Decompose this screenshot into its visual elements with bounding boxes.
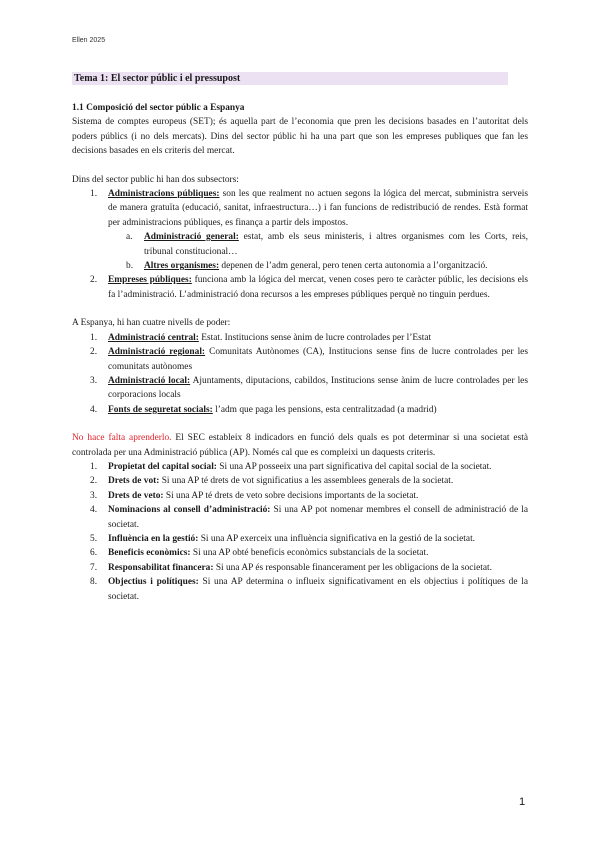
list-term: Altres organismes:	[144, 261, 220, 272]
levels-list	[72, 331, 528, 417]
list-marker: 2.	[90, 347, 98, 358]
list-marker: 1.	[90, 461, 98, 472]
list-marker: a.	[126, 232, 133, 243]
criterion-item	[90, 575, 528, 604]
list-term: Nominacions al consell d’administració:	[108, 505, 271, 516]
list-marker: 4.	[90, 404, 98, 415]
list-text: Comunitats Autònomes (CA), Institucions sense fins de lucre controlades per les comunitats autònomes	[108, 347, 528, 372]
list-text: Si una AP exerceix una influència significativa en la gestió de la societat.	[198, 533, 476, 544]
criterion-item	[90, 546, 528, 560]
list-term: Beneficis econòmics:	[108, 548, 191, 559]
list-text: l’adm que paga les pensions, esta centralitzadad (a madrid)	[212, 404, 437, 415]
level-item	[90, 403, 528, 417]
criterion-item	[90, 489, 528, 503]
sec-note: No hace falta aprenderlo.	[72, 433, 172, 444]
list-marker: 8.	[90, 577, 98, 588]
header-note: Ellen 2025	[72, 37, 106, 44]
list-term: Empreses públiques:	[108, 275, 192, 286]
subsector-subitem	[126, 259, 528, 273]
levels-intro: A Espanya, hi han cuatre nivells de poder:	[72, 318, 231, 329]
list-marker: 3.	[90, 375, 98, 386]
criterion-item	[90, 532, 528, 546]
list-term: Administració regional:	[108, 347, 206, 358]
list-text: Si una AP és responsable financerament per les obligacions de la societat.	[213, 562, 492, 573]
list-term: Administració general:	[144, 232, 239, 243]
list-term: Fonts de seguretat socials:	[108, 404, 213, 415]
list-text: Si una AP posseeix una part significativa del capital social de la societat.	[216, 461, 492, 472]
list-term: Responsabilitat financera:	[108, 562, 214, 573]
subsector-item	[90, 187, 529, 273]
page-number: 1	[519, 796, 526, 808]
list-text: Si una AP té drets de vot significatius a les assemblees generals de la societat.	[159, 476, 454, 487]
list-text: funciona amb la lógica del mercat, venen coses pero te caràcter públic, les decisions els fa l’administració. L’administració dona recursos a les empreses públiques perquè no tinguin perdues.	[108, 275, 528, 300]
list-text: estat, amb els seus ministeris, i altres organismes com les Corts, reis, tribunal constitucional…	[144, 232, 529, 257]
list-term: Influència en la gestió:	[108, 533, 199, 544]
subsector-subitem	[126, 230, 529, 259]
list-marker: 1.	[90, 189, 98, 200]
sec-paragraph	[72, 431, 528, 460]
level-item	[90, 374, 528, 403]
list-text: Si una AP determina o influeix significativament en els objectius i polítiques de la societat.	[108, 577, 528, 602]
subsectors-intro: Dins del sector public hi han dos subsectors:	[72, 174, 239, 185]
subsectors-list	[72, 187, 528, 302]
list-marker: 2.	[90, 275, 98, 286]
criteria-list	[72, 460, 528, 604]
page-title: Tema 1: El sector públic i el pressupost	[74, 73, 241, 84]
criterion-item	[90, 561, 528, 575]
list-term: Drets de vot:	[108, 476, 160, 487]
list-text: Estat. Institucions sense ànim de lucre controlades per l’Estat	[198, 332, 432, 343]
list-marker: 2.	[90, 476, 98, 487]
criterion-item	[90, 503, 528, 532]
list-marker: 6.	[90, 548, 98, 559]
section-heading: 1.1 Composició del sector públic a Espanya	[72, 103, 245, 113]
list-term: Administració local:	[108, 375, 191, 386]
list-term: Administracions públiques:	[108, 189, 220, 200]
list-text: son les que realment no actuen segons la lógica del mercat, subministra serveis de manera gratuïta (educació, sanitat, infraestructura…) i fan funcions de redistribució de rendes. Està format per administracions públiques, es finança a partir dels impostos.	[108, 189, 528, 228]
document-body	[72, 101, 528, 604]
list-term: Drets de veto:	[108, 490, 164, 501]
list-term: Propietat del capital social:	[108, 461, 217, 472]
level-item	[90, 345, 528, 374]
criterion-item	[90, 460, 528, 474]
list-marker: 4.	[90, 505, 98, 516]
intro-paragraph: Sistema de comptes europeus (SET); és aquella part de l’economia que pren les decisions basades en l’autoritat dels poders públics (i no dels mercats). Dins del sector públic hi ha una part que son les empreses publiques que fan les decisions basades en els criteris del mercat.	[72, 117, 528, 157]
level-item	[90, 331, 528, 345]
list-marker: 7.	[90, 562, 98, 573]
list-marker: 3.	[90, 490, 98, 501]
sec-intro: El SEC estableix 8 indicadors en funció dels quals es pot determinar si una societat està controlada per una Administració pública (AP). Només cal que es compleixi un daquests criteris.	[72, 433, 528, 458]
subsector-sublist	[108, 230, 528, 273]
list-term: Objectius i polítiques:	[108, 577, 199, 588]
list-term: Administració central:	[108, 332, 199, 343]
list-text: Si una AP pot nomenar membres el consell de administració de la societat.	[108, 505, 528, 530]
criterion-item	[90, 474, 528, 488]
list-marker: b.	[126, 261, 134, 272]
subsector-item	[90, 273, 528, 302]
list-text: Ajuntaments, diputacions, cabildos, Institucions sense ànim de lucre controlades per les corporacions locals	[108, 375, 528, 401]
list-text: depenen de l’adm general, pero tenen certa autonomia a l’organització.	[219, 261, 488, 272]
list-text: Si una AP té drets de veto sobre decisions importants de la societat.	[163, 490, 419, 501]
list-text: Si una AP obté beneficis econòmics substancials de la societat.	[190, 548, 429, 559]
list-marker: 1.	[90, 332, 98, 343]
list-marker: 5.	[90, 533, 98, 544]
